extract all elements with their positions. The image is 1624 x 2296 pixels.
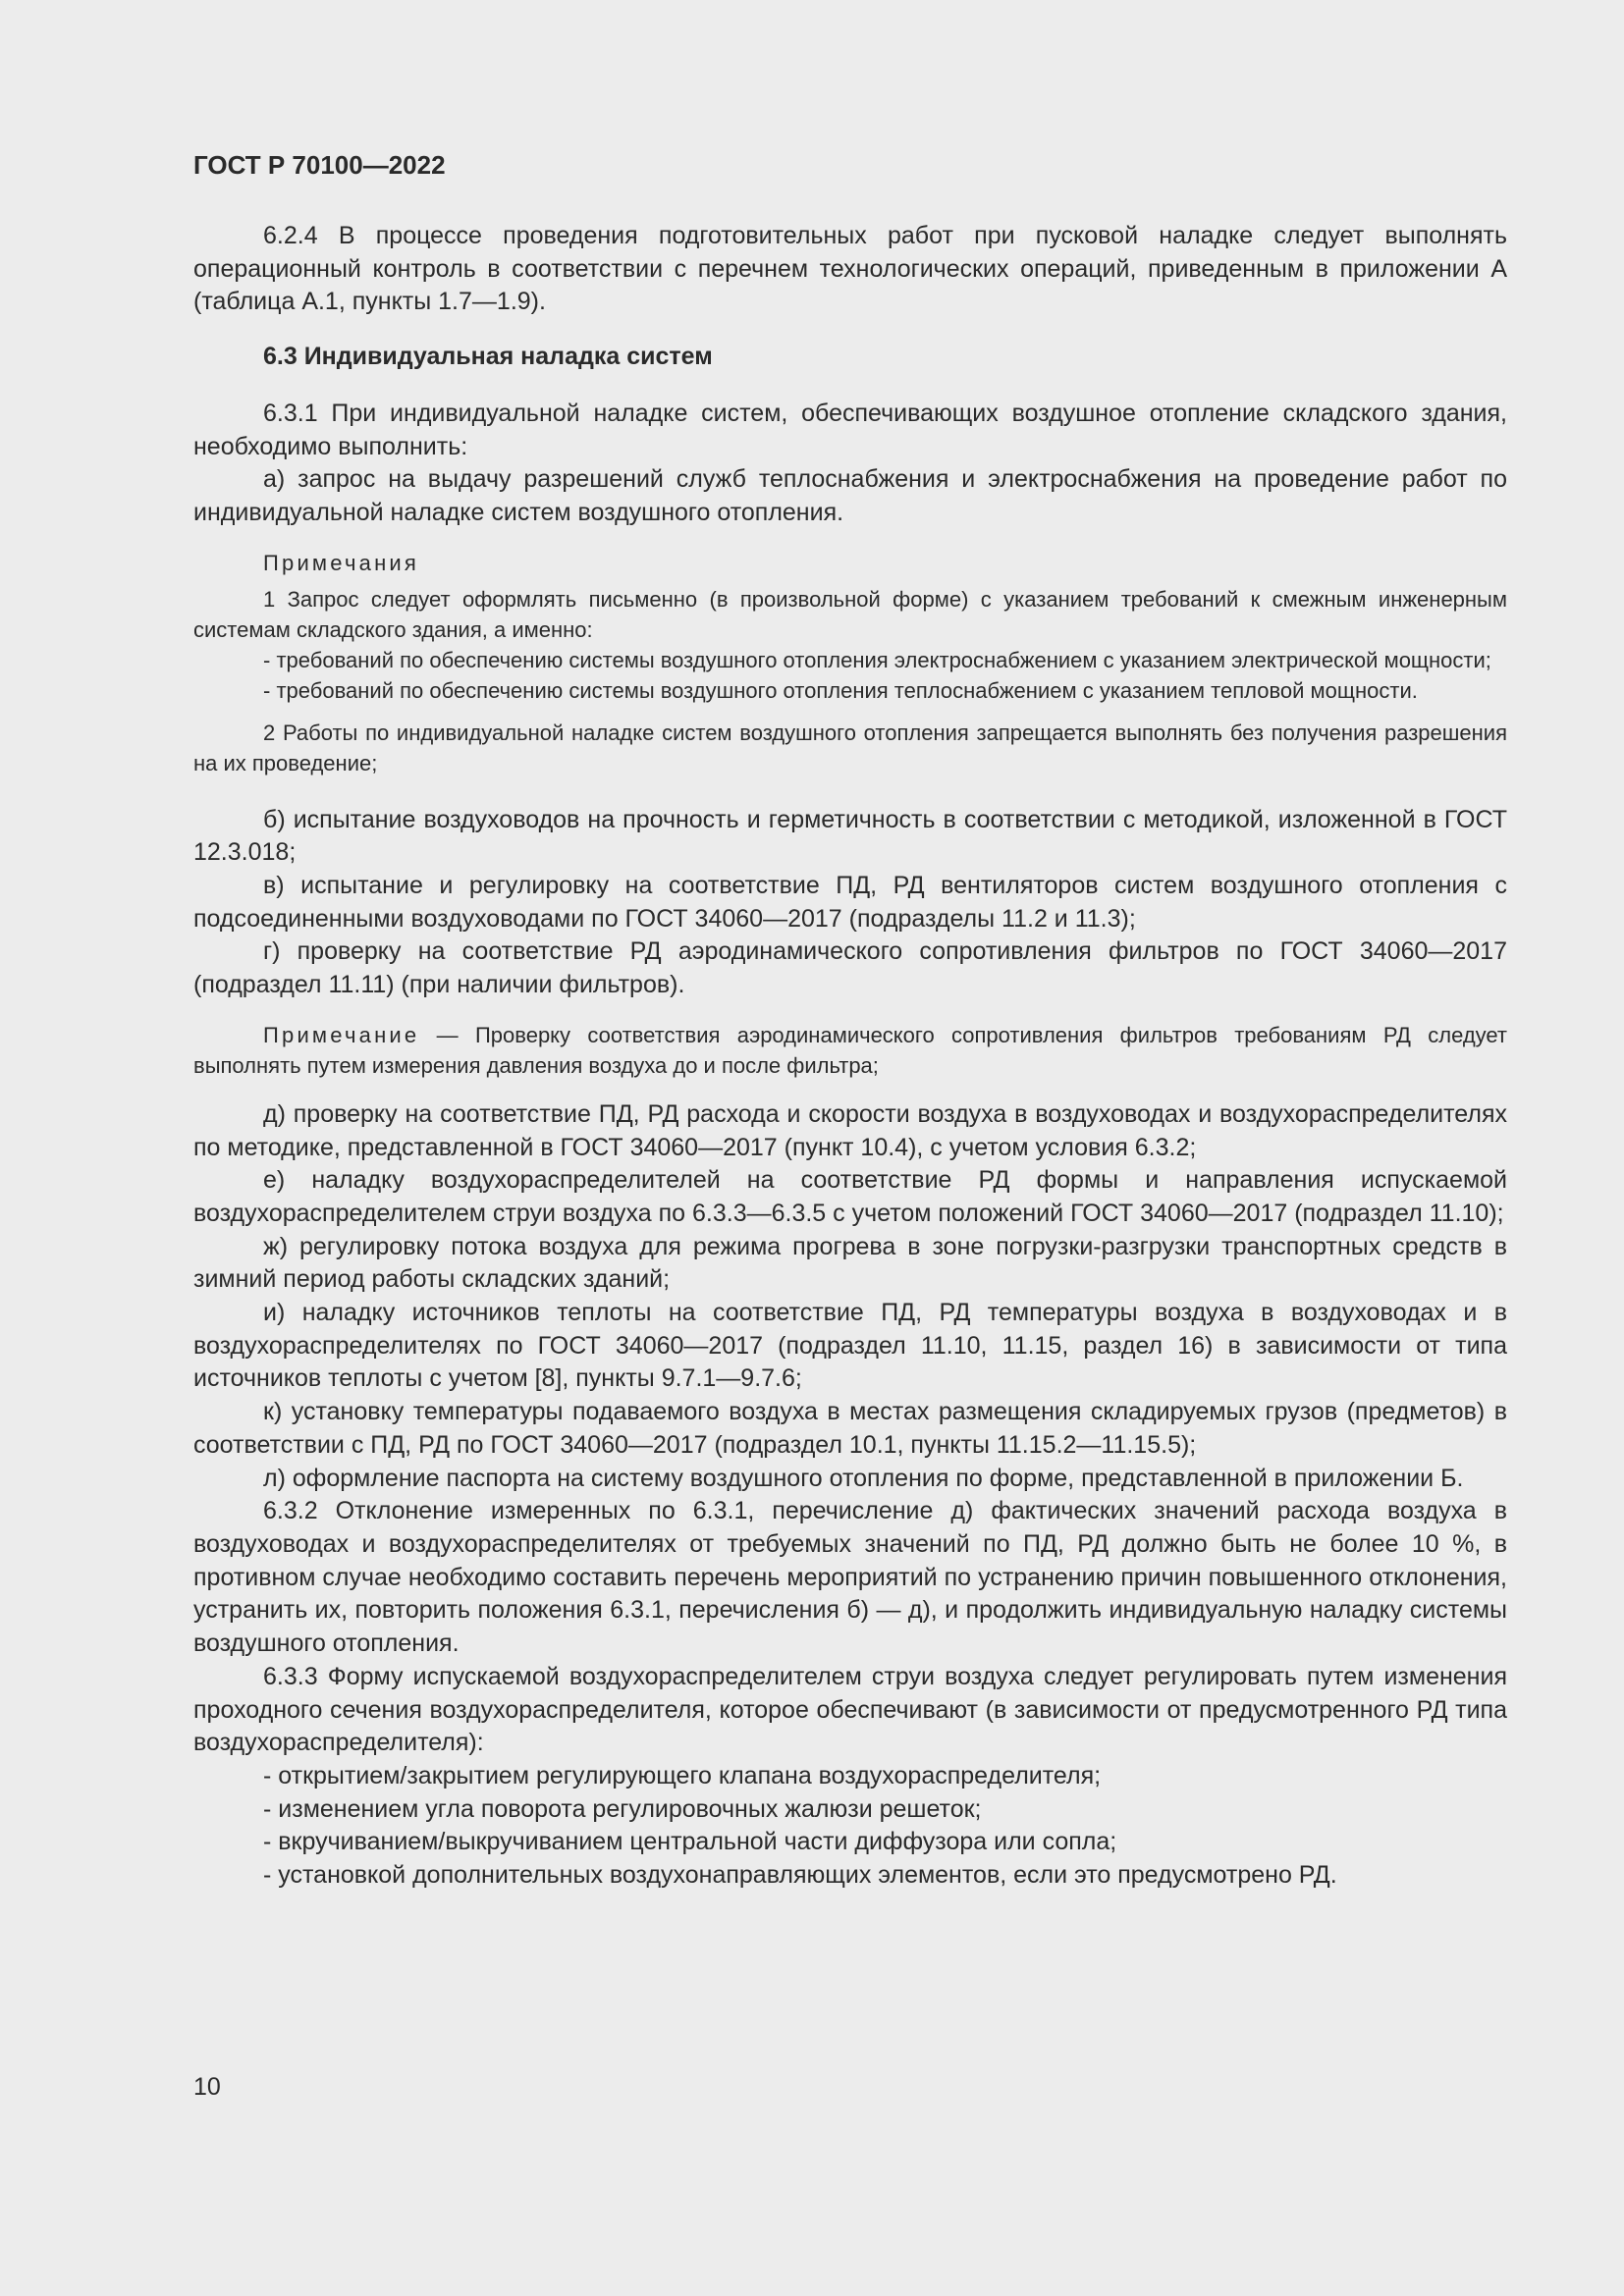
list-item-b: б) испытание воздуховодов на прочность и герметичность в соответствии с методикой, изложенной в ГОСТ 12.3.018; (193, 805, 1507, 867)
note-2: 2 Работы по индивидуальной наладке систем воздушного отопления запрещается выполнять без получения разрешения на их проведение; (193, 720, 1507, 775)
dash-item-3: - вкручиванием/выкручиванием центральной части диффузора или сопла; (263, 1828, 1117, 1856)
note-single-label: Примечание (263, 1022, 420, 1047)
paragraph-6-3-2: 6.3.2 Отклонение измеренных по 6.3.1, перечисление д) фактических значений расхода воздуха в воздуховодах и воздухораспределителях от требуемых значений по ПД, РД должно быть не более 10 %, в противном случае необходимо составить перечень мероприятий по устранению причин повышенного отклонения, устранить их, повторить положения 6.3.1, перечисления б) — д), и продолжить индивидуальную наладку системы воздушного отопления. (193, 1497, 1507, 1658)
list-item-zh: ж) регулировку потока воздуха для режима прогрева в зоне погрузки-разгрузки транспортных средств в зимний период работы складских зданий; (193, 1232, 1507, 1294)
list-item-a: а) запрос на выдачу разрешений служб теплоснабжения и электроснабжения на проведение работ по индивидуальной наладке систем воздушного отопления. (193, 465, 1507, 526)
dash-item-1: - открытием/закрытием регулирующего клапана воздухораспределителя; (263, 1761, 1102, 1789)
list-item-e: е) наладку воздухораспределителей на соответствие РД формы и направления испускаемой воздухораспределителем струи воздуха по 6.3.3—6.3.5 с учетом положений ГОСТ 34060—2017 (подраздел 11.10); (193, 1166, 1507, 1227)
paragraph-6-3-1: 6.3.1 При индивидуальной наладке систем, обеспечивающих воздушное отопление складского здания, необходимо выполнить: (193, 399, 1507, 460)
note-single-text: — Проверку соответствия аэродинамического сопротивления фильтров требованиям РД следует выполнять путем измерения давления воздуха до и после фильтра; (193, 1022, 1507, 1078)
list-item-l: л) оформление паспорта на систему воздушного отопления по форме, представленной в приложении Б. (263, 1464, 1464, 1492)
list-item-d: д) проверку на соответствие ПД, РД расхода и скорости воздуха в воздуховодах и воздухораспределителях по методике, представленной в ГОСТ 34060—2017 (пункт 10.4), с учетом условия 6.3.2; (193, 1099, 1507, 1161)
page-number: 10 (193, 2073, 221, 2101)
note-1-dash-1: - требований по обеспечению системы воздушного отопления электроснабжением с указанием электрической мощности; (263, 647, 1491, 672)
note-1: 1 Запрос следует оформлять письменно (в произвольной форме) с указанием требований к смежным инженерным системам складского здания, а именно: (193, 586, 1507, 642)
notes-heading: Примечания (263, 550, 420, 575)
list-item-v: в) испытание и регулировку на соответствие ПД, РД вентиляторов систем воздушного отопления с подсоединенными воздуховодами по ГОСТ 34060—2017 (подразделы 11.2 и 11.3); (193, 872, 1507, 933)
list-item-i: и) наладку источников теплоты на соответствие ПД, РД температуры воздуха в воздуховодах и в воздухораспределителях по ГОСТ 34060—2017 (подраздел 11.10, 11.15, раздел 16) в зависимости от типа источников теплоты с учетом [8], пункты 9.7.1—9.7.6; (193, 1299, 1507, 1393)
document-header: ГОСТ Р 70100—2022 (193, 150, 446, 180)
document-page (193, 149, 1507, 1893)
dash-item-2: - изменением угла поворота регулировочных жалюзи решеток; (263, 1794, 982, 1823)
dash-item-4: - установкой дополнительных воздухонаправляющих элементов, если это предусмотрено РД. (263, 1861, 1337, 1890)
paragraph-6-3-3: 6.3.3 Форму испускаемой воздухораспределителем струи воздуха следует регулировать путем изменения проходного сечения воздухораспределителя, которое обеспечивают (в зависимости от предусмотренного РД типа воздухораспределителя): (193, 1662, 1507, 1757)
note-single (193, 1020, 1507, 1081)
section-6-3-title: 6.3 Индивидуальная наладка систем (263, 343, 713, 371)
note-1-dash-2: - требований по обеспечению системы воздушного отопления теплоснабжением с указанием тепловой мощности. (263, 677, 1418, 703)
paragraph-6-2-4: 6.2.4 В процессе проведения подготовительных работ при пусковой наладке следует выполнять операционный контроль в соответствии с перечнем технологических операций, приведенным в приложении А (таблица А.1, пункты 1.7—1.9). (193, 222, 1507, 316)
list-item-g: г) проверку на соответствие РД аэродинамического сопротивления фильтров по ГОСТ 34060—2017 (подраздел 11.11) (при наличии фильтров). (193, 937, 1507, 999)
list-item-k: к) установку температуры подаваемого воздуха в местах размещения складируемых грузов (предметов) в соответствии с ПД, РД по ГОСТ 34060—2017 (подраздел 10.1, пункты 11.15.2—11.15.5); (193, 1398, 1507, 1459)
